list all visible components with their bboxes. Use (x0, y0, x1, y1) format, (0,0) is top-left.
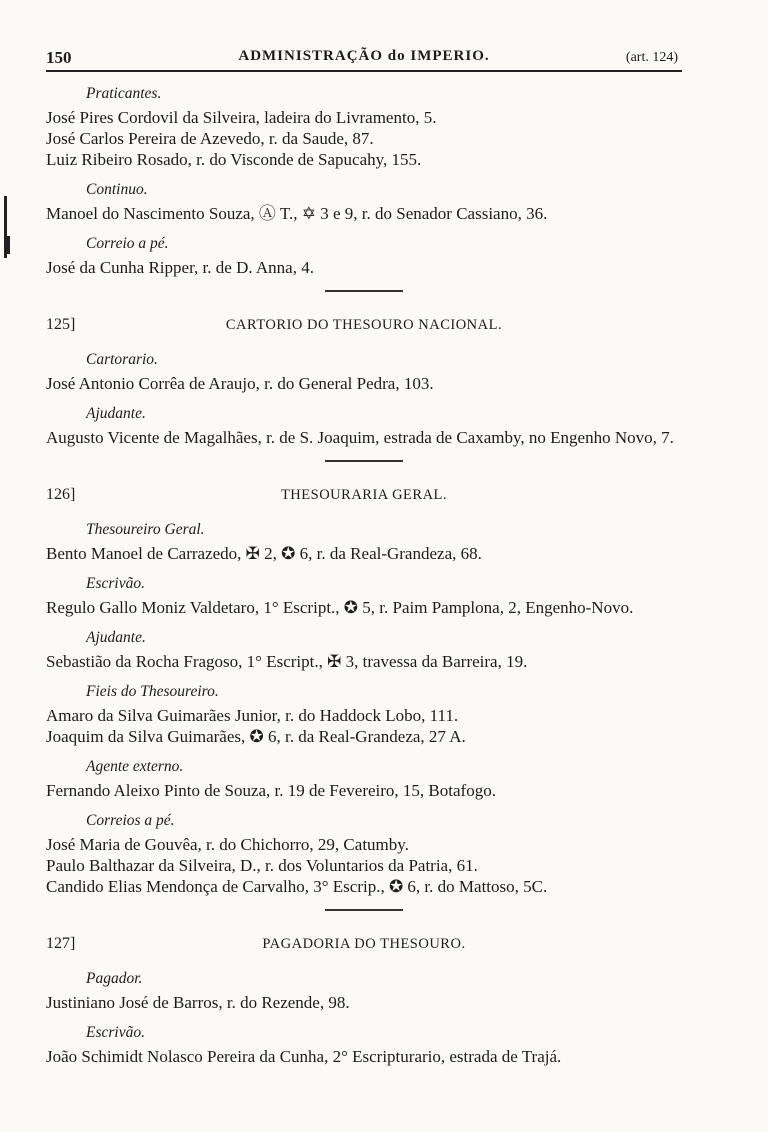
entry: José da Cunha Ripper, r. de D. Anna, 4. (46, 258, 314, 277)
entry: Luiz Ribeiro Rosado, r. do Visconde de Sapucahy, 155. (46, 150, 422, 169)
entry: José Maria de Gouvêa, r. do Chichorro, 29, Catumby. (46, 835, 409, 854)
article-reference: (art. 124) (625, 50, 678, 65)
entry: José Pires Cordovil da Silveira, ladeira do Livramento, 5. (46, 108, 437, 127)
entry: José Antonio Corrêa de Araujo, r. do General Pedra, 103. (46, 374, 434, 393)
role-heading: Correio a pé. (86, 235, 169, 252)
entry: Justiniano José de Barros, r. do Rezende, 98. (46, 993, 350, 1012)
section-divider (325, 460, 403, 462)
section-heading (46, 931, 682, 959)
role-heading: Ajudante. (86, 405, 146, 422)
section-number: 127] (46, 935, 76, 952)
section-divider (325, 290, 403, 292)
entry: Augusto Vicente de Magalhães, r. de S. Joaquim, estrada de Caxamby, no Engenho Novo, 7. (46, 428, 674, 447)
entry: Joaquim da Silva Guimarães, ✪ 6, r. da Real-Grandeza, 27 A. (46, 727, 466, 746)
role-heading: Thesoureiro Geral. (86, 521, 205, 538)
entry: José Carlos Pereira de Azevedo, r. da Saude, 87. (46, 129, 374, 148)
role-heading: Continuo. (86, 181, 148, 198)
role-heading: Cartorario. (86, 351, 158, 368)
role-heading: Correios a pé. (86, 812, 175, 829)
running-header (46, 44, 682, 72)
margin-mark (4, 196, 7, 258)
entry: Amaro da Silva Guimarães Junior, r. do Haddock Lobo, 111. (46, 706, 459, 725)
content (46, 84, 682, 1067)
section-number: 126] (46, 486, 76, 503)
role-heading: Agente externo. (86, 758, 184, 775)
section-name: PAGADORIA DO THESOURO. (262, 936, 466, 952)
entry: Bento Manoel de Carrazedo, ✠ 2, ✪ 6, r. da Real-Grandeza, 68. (46, 544, 482, 563)
role-heading: Praticantes. (86, 85, 162, 102)
entry: João Schimidt Nolasco Pereira da Cunha, 2° Escripturario, estrada de Trajá. (46, 1047, 562, 1066)
section-heading (46, 312, 682, 340)
role-heading: Escrivão. (86, 1024, 145, 1041)
section-name: CARTORIO DO THESOURO NACIONAL. (225, 317, 503, 333)
section-divider (325, 909, 403, 911)
role-heading: Fieis do Thesoureiro. (86, 683, 219, 700)
section-number: 125] (46, 316, 76, 333)
running-title: ADMINISTRAÇÃO do IMPERIO. (238, 48, 490, 64)
entry: Manoel do Nascimento Souza, Ⓐ T., ✡ 3 e 9, r. do Senador Cassiano, 36. (46, 204, 548, 223)
role-heading: Pagador. (86, 970, 143, 987)
entry: Fernando Aleixo Pinto de Souza, r. 19 de Fevereiro, 15, Botafogo. (46, 781, 496, 800)
role-heading: Ajudante. (86, 629, 146, 646)
role-heading: Escrivão. (86, 575, 145, 592)
section-heading (46, 482, 682, 510)
page-number: 150 (46, 48, 72, 67)
entry: Paulo Balthazar da Silveira, D., r. dos Voluntarios da Patria, 61. (46, 856, 478, 875)
entry: Sebastião da Rocha Fragoso, 1° Escript., ✠ 3, travessa da Barreira, 19. (46, 652, 528, 671)
section-name: THESOURARIA GERAL. (280, 487, 448, 503)
entry: Regulo Gallo Moniz Valdetaro, 1° Escript., ✪ 5, r. Paim Pamplona, 2, Engenho-Novo. (46, 598, 634, 617)
entry: Candido Elias Mendonça de Carvalho, 3° Escrip., ✪ 6, r. do Mattoso, 5C. (46, 877, 548, 896)
